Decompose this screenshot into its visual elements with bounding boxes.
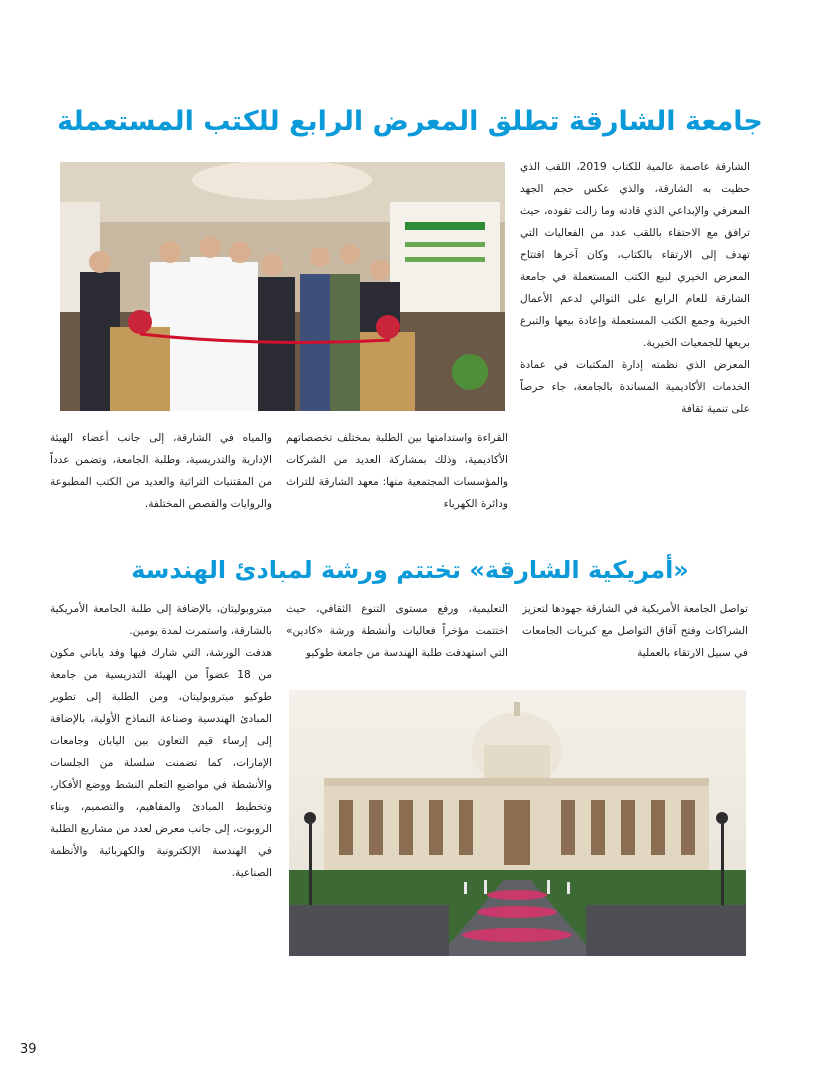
article1-column-right	[520, 156, 750, 524]
university-building-illustration	[289, 690, 746, 956]
page-number: 39	[20, 1042, 37, 1057]
article1-column-left	[50, 427, 272, 527]
article2-paragraph-1: تواصل الجامعة الأمريكية في الشارقة جهودها لتعزيز الشراكات وفتح آفاق التواصل مع كبريات الجامعات في سبيل الارتقاء بالعملية	[522, 603, 748, 659]
article2-column-middle	[286, 598, 508, 678]
article2-paragraph-2: التعليمية، ورفع مستوى التنوع الثقافي، حيث اختتمت مؤخراً فعاليات وأنشطة ورشة «كادين» التي استهدفت طلبة الهندسة من جامعة طوكيو	[286, 603, 508, 659]
article2-paragraph-4: هدفت الورشة، التي شارك فيها وفد ياباني مكون من 18 عضواً من الهيئة التدريسية من جامعة طوكيو ميتروبوليتان، ومن الطلبة إلى تطوير المبادئ الهندسية وصناعة النماذج الأولية، بالإضافة إلى إرساء قيم التعاون بين اليابان وجامعات الإمارات، كما تضمنت سلسلة من الجلسات والأنشطة في مواضيع التعلم النشط ووضع الأفكار، وتخطيط المبادئ والمفاهيم، والتصميم، وبناء الروبوت، إلى جانب معرض لعدد من مشاريع الطلبة في الهندسة الإلكترونية والكهربائية والأنظمة الصناعية.	[50, 647, 272, 879]
article1-paragraph-2: المعرض الذي نظمته إدارة المكتبات في عمادة الخدمات الأكاديمية المساندة بالجامعة، جاء حرصاً على تنمية ثقافة	[520, 359, 750, 415]
article1-paragraph-4: والمياه في الشارقة، إلى جانب أعضاء الهيئة الإدارية والتدريسية، وطلبة الجامعة، وتضمن عدداً من المقتنيات التراثية والعديد من الكتب المطبوعة والروايات والقصص المختلفة.	[50, 432, 272, 510]
article2-column-right	[522, 598, 748, 678]
ribbon-cutting-illustration	[60, 162, 505, 411]
article2-headline: «أمريكية الشارقة» تختتم ورشة لمبادئ الهندسة	[131, 556, 689, 584]
article1-column-middle	[286, 427, 508, 527]
article2-paragraph-3: ميتروبوليتان، بالإضافة إلى طلبة الجامعة الأمريكية بالشارقة، واستمرت لمدة يومين.	[50, 603, 272, 637]
university-building-photo	[289, 690, 746, 956]
article2-column-left	[50, 598, 272, 958]
article1-paragraph-1: الشارقة عاصمة عالمية للكتاب 2019، اللقب الذي حظيت به الشارقة، والذي عكس حجم الجهد المعرفي والإبداعي الذي قادته وما زالت تقوده، حيث ترافق مع الاحتفاء باللقب عدد من الفعاليات التي تهدف إلى الارتقاء بالكتاب، وكان آخرها افتتاح المعرض الخيري لبيع الكتب المستعملة في جامعة الشارقة للعام الرابع على التوالي لدعم الأعمال الخيرية وجمع الكتب المستعملة وإعادة بيعها والتبرع بريعها للجمعيات الخيرية.	[520, 161, 750, 349]
ribbon-cutting-photo	[60, 162, 505, 411]
article1-headline: جامعة الشارقة تطلق المعرض الرابع للكتب المستعملة	[57, 106, 763, 137]
article1-paragraph-3: القراءة واستدامتها بين الطلبة بمختلف تخصصاتهم الأكاديمية، وذلك بمشاركة العديد من الشركات والمؤسسات المجتمعية منها: معهد الشارقة للتراث ودائرة الكهرباء	[286, 432, 508, 510]
